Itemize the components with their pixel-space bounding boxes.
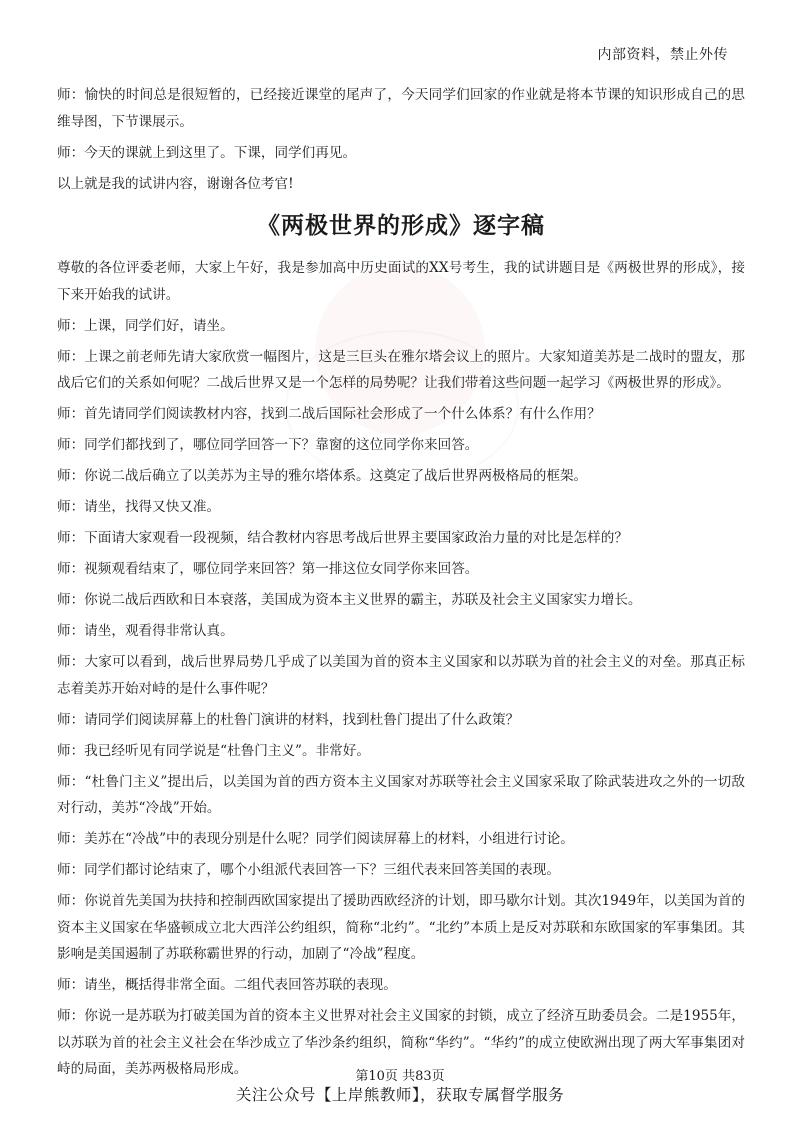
paragraph: 师：大家可以看到，战后世界局势几乎成了以美国为首的资本主义国家和以苏联为首的社会主义的对垒。那真正标志着美苏开始对峙的是什么事件呢？	[57, 654, 745, 697]
intro-line: 师：愉快的时间总是很短暂的，已经接近课堂的尾声了，今天同学们回家的作业就是将本节课的知识形成自己的思维导图，下节课展示。	[57, 87, 745, 130]
paragraph: 师：视频观看结束了，哪位同学来回答？第一排这位女同学你来回答。	[57, 561, 479, 577]
paragraph: 尊敬的各位评委老师，大家上午好，我是参加高中历史面试的XX号考生，我的试讲题目是《两极世界的形成》，接下来开始我的试讲。	[57, 260, 745, 303]
paragraph: 师：你说一是苏联为打破美国为首的资本主义世界对社会主义国家的封锁，成立了经济互助委员会。二是1955年，以苏联为首的社会主义社会在华沙成立了华沙条约组织，简称“华约”。“华约”的成立使欧洲出现了两大军事集团对峙的局面，美苏两极格局形成。	[57, 1008, 745, 1077]
paragraph: 师：你说二战后西欧和日本衰落，美国成为资本主义世界的霸主，苏联及社会主义国家实力增长。	[57, 592, 642, 608]
paragraph: 师：同学们都找到了，哪位同学回答一下？靠窗的这位同学你来回答。	[57, 437, 479, 453]
document-title: 《两极世界的形成》逐字稿	[257, 212, 545, 239]
paragraph: 师：上课之前老师先请大家欣赏一幅图片，这是三巨头在雅尔塔会议上的照片。大家知道美苏是二战时的盟友，那战后它们的关系如何呢？二战后世界又是一个怎样的局势呢？让我们带着这些问题一起学习《两极世界的形成》。	[57, 348, 745, 391]
confidential-note: 内部资料，禁止外传	[597, 47, 728, 63]
paragraph: 师：你说首先美国为扶持和控制西欧国家提出了援助西欧经济的计划，即马歇尔计划。其次1949年，以美国为首的资本主义国家在华盛顿成立北大西洋公约组织，简称“北约”。“北约”本质上是反对苏联和东欧国家的军事集团。其影响是美国遏制了苏联称霸世界的行动，加剧了“冷战”程度。	[57, 893, 745, 962]
paragraph: 师：下面请大家观看一段视频，结合教材内容思考战后世界主要国家政治力量的对比是怎样的？	[57, 530, 628, 546]
paragraph: 师：“杜鲁门主义”提出后，以美国为首的西方资本主义国家对苏联等社会主义国家采取了除武装进攻之外的一切敌对行动，美苏“冷战”开始。	[57, 773, 745, 816]
paragraph: 师：美苏在“冷战”中的表现分别是什么呢？同学们阅读屏幕上的材料，小组进行讨论。	[57, 831, 574, 847]
paragraph: 师：请坐，找得又快又准。	[57, 499, 221, 515]
footer-promo: 关注公众号【上岸熊教师】，获取专属督学服务	[235, 1086, 565, 1104]
paragraph: 师：同学们都讨论结束了，哪个小组派代表回答一下？三组代表来回答美国的表现。	[57, 862, 560, 878]
paragraph: 师：我已经听见有同学说是“杜鲁门主义”。非常好。	[57, 742, 370, 759]
intro-line: 以上就是我的试讲内容，谢谢各位考官!	[57, 175, 294, 192]
paragraph: 师：你说二战后确立了以美苏为主导的雅尔塔体系。这奠定了战后世界两极格局的框架。	[57, 468, 588, 484]
paragraph: 师：请坐，概括得非常全面。二组代表回答苏联的表现。	[57, 977, 397, 993]
page-number: 第10页 共83页	[355, 1069, 445, 1084]
intro-line: 师：今天的课就上到这里了。下课，同学们再见。	[57, 144, 357, 161]
paragraph: 师：请坐，观看得非常认真。	[57, 623, 234, 639]
paragraph: 师：上课，同学们好，请坐。	[57, 317, 234, 334]
paragraph: 师：请同学们阅读屏幕上的杜鲁门演讲的材料，找到杜鲁门提出了什么政策？	[57, 711, 520, 728]
document-body	[57, 82, 745, 1087]
paragraph: 师：首先请同学们阅读教材内容，找到二战后国际社会形成了一个什么体系？有什么作用？	[57, 406, 601, 422]
